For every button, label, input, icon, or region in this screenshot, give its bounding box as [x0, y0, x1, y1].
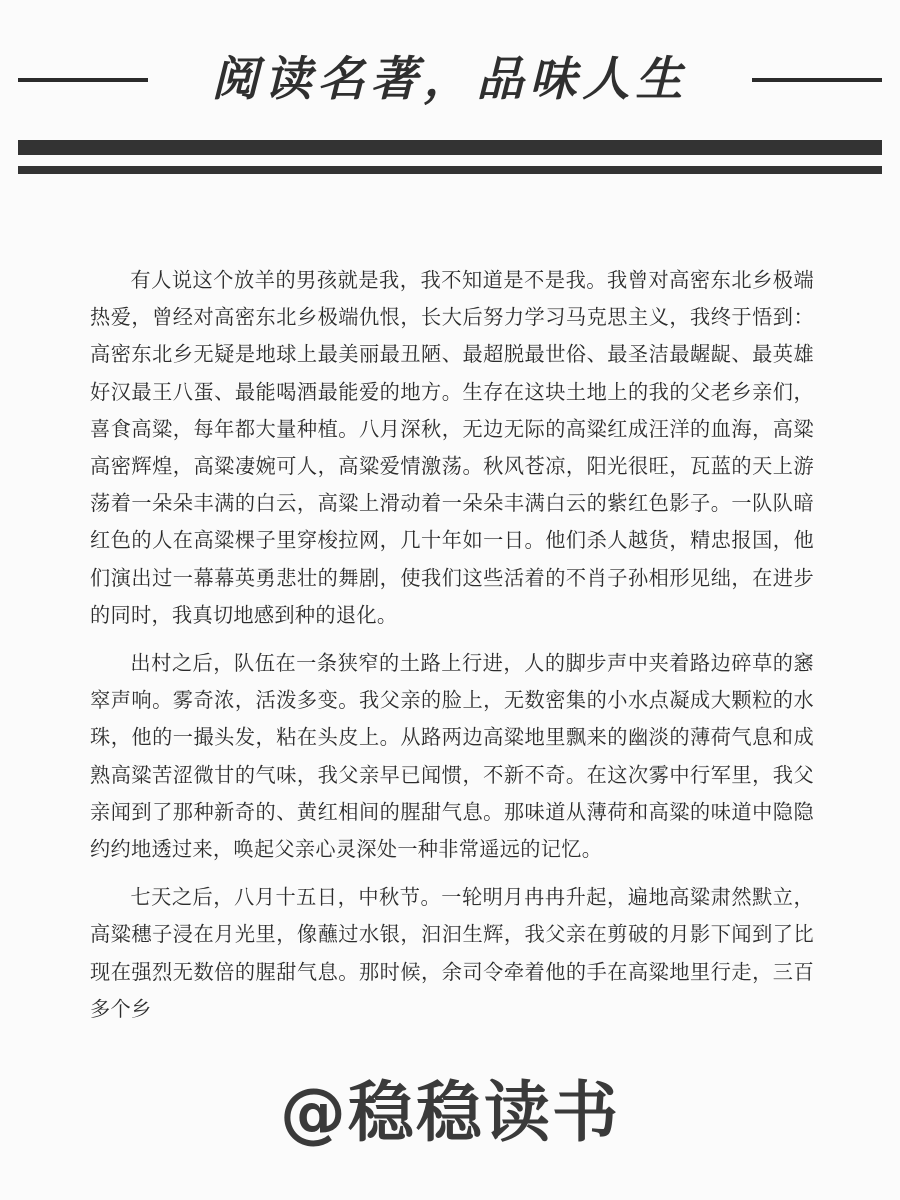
header-rule-right: [752, 78, 882, 82]
paragraph-2: 出村之后，队伍在一条狭窄的土路上行进，人的脚步声中夹着路边碎草的窸窣声响。雾奇浓，活泼多变。我父亲的脸上，无数密集的小水点凝成大颗粒的水珠，他的一撮头发，粘在头皮上。从路两边高粱地里飘来的幽淡的薄荷气息和成熟高粱苦涩微甘的气味，我父亲早已闻惯，不新不奇。在这次雾中行军里，我父亲闻到了那种新奇的、黄红相间的腥甜气息。那味道从薄荷和高粱的味道中隐隐约约地透过来，唤起父亲心灵深处一种非常遥远的记忆。: [90, 651, 814, 862]
article-body: [90, 262, 814, 1039]
page-header: [0, 45, 900, 115]
divider-thin: [18, 166, 882, 174]
header-rule-left: [18, 78, 148, 82]
paragraph-3: 七天之后，八月十五日，中秋节。一轮明月冉冉升起，遍地高粱肃然默立，高粱穗子浸在月光里，像蘸过水银，汩汩生辉，我父亲在剪破的月影下闻到了比现在强烈无数倍的腥甜气息。那时候，余司令牵着他的手在高粱地里行走，三百多个乡: [90, 885, 814, 1021]
author-watermark: @稳稳读书: [280, 1074, 620, 1151]
paragraph-1: 有人说这个放羊的男孩就是我，我不知道是不是我。我曾对高密东北乡极端热爱，曾经对高密东北乡极端仇恨，长大后努力学习马克思主义，我终于悟到：高密东北乡无疑是地球上最美丽最丑陋、最超脱最世俗、最圣洁最龌龊、最英雄好汉最王八蛋、最能喝酒最能爱的地方。生存在这块土地上的我的父老乡亲们，喜食高粱，每年都大量种植。八月深秋，无边无际的高粱红成汪洋的血海，高粱高密辉煌，高粱凄婉可人，高粱爱情激荡。秋风苍凉，阳光很旺，瓦蓝的天上游荡着一朵朵丰满的白云，高粱上滑动着一朵朵丰满白云的紫红色影子。一队队暗红色的人在高粱棵子里穿梭拉网，几十年如一日。他们杀人越货，精忠报国，他们演出过一幕幕英勇悲壮的舞剧，使我们这些活着的不肖子孙相形见绌，在进步的同时，我真切地感到种的退化。: [90, 268, 814, 627]
page-title: 阅读名著，品味人生: [211, 52, 689, 107]
divider-thick: [18, 140, 882, 155]
